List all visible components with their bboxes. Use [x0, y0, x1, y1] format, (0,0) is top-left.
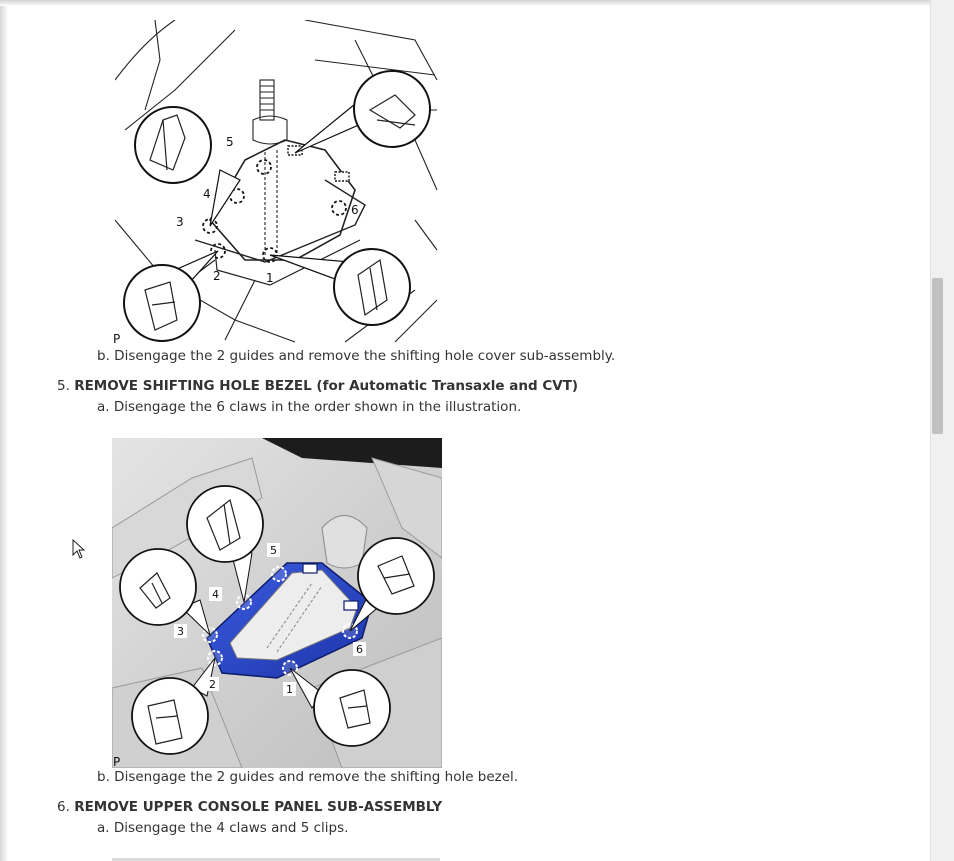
- step4-instruction-b: b. Disengage the 2 guides and remove the shifting hole cover sub-assembly.: [97, 348, 616, 364]
- fig2-label-6: 6: [356, 643, 363, 656]
- step6-instruction-a: a. Disengage the 4 claws and 5 clips.: [97, 820, 349, 836]
- fig2-label-5: 5: [270, 544, 277, 557]
- fig2-label-4: 4: [212, 588, 219, 601]
- fig1-label-5: 5: [226, 135, 234, 149]
- fig1-label-3: 3: [176, 215, 184, 229]
- mouse-pointer-icon: [72, 539, 86, 559]
- step5-instruction-b: b. Disengage the 2 guides and remove the shifting hole bezel.: [97, 769, 519, 785]
- content-top-edge: [0, 0, 930, 6]
- fig2-label-3: 3: [177, 625, 184, 638]
- vertical-scrollbar-thumb[interactable]: [932, 278, 943, 434]
- fig2-label-1: 1: [286, 683, 293, 696]
- fig2-tag: P: [113, 755, 121, 769]
- shifting-hole-cover-illustration: [115, 20, 439, 345]
- fig1-tag: P: [113, 332, 121, 346]
- fig1-label-6: 6: [351, 203, 359, 217]
- step6-heading: 6. REMOVE UPPER CONSOLE PANEL SUB-ASSEMBLY: [57, 799, 443, 815]
- step5-instruction-a: a. Disengage the 6 claws in the order shown in the illustration.: [97, 399, 522, 415]
- content-left-edge: [0, 0, 8, 861]
- fig2-label-2: 2: [209, 678, 216, 691]
- shifting-hole-bezel-illustration: [112, 438, 442, 768]
- fig1-label-4: 4: [203, 187, 211, 201]
- step5-heading: 5. REMOVE SHIFTING HOLE BEZEL (for Automatic Transaxle and CVT): [57, 378, 579, 394]
- fig1-label-1: 1: [266, 271, 274, 285]
- fig1-label-2: 2: [213, 269, 221, 283]
